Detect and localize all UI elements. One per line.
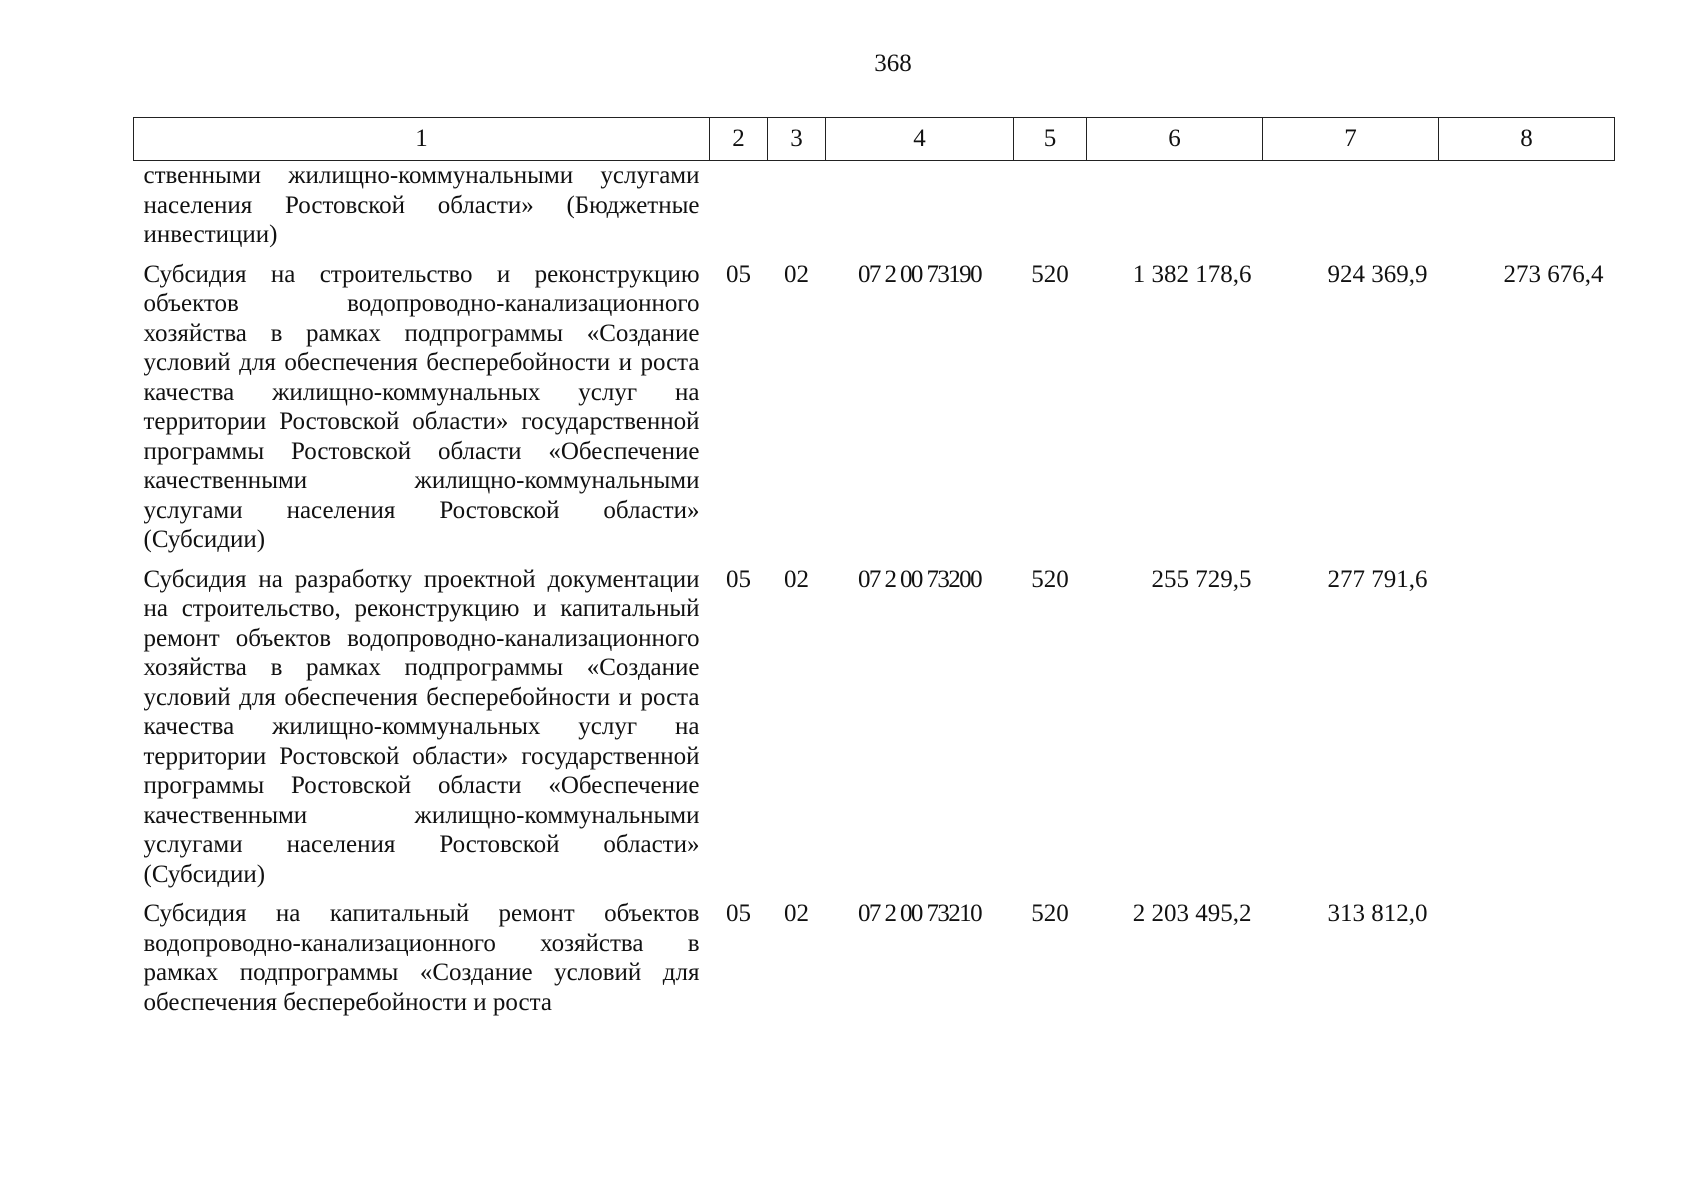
amount-col-6: 1 382 178,6 (1132, 260, 1252, 288)
table-row (134, 260, 1615, 565)
amount-col-6 (1087, 161, 1263, 260)
table-row (134, 161, 1615, 260)
column-number-row (134, 118, 1615, 161)
section-code (710, 161, 768, 260)
row-description: ственными жилищно-коммунальными услугами населения Ростовской области» (Бюджетные инвестиции) (143, 162, 700, 248)
target-article-code (826, 161, 1014, 260)
amount-col-8 (1439, 161, 1615, 260)
section-code: 05 (726, 900, 751, 927)
amount-col-7: 924 369,9 (1327, 260, 1428, 288)
expense-type-code: 520 (1031, 565, 1069, 593)
expense-type-code: 520 (1031, 900, 1069, 927)
table-row (134, 565, 1615, 900)
expense-type-code (1014, 161, 1087, 260)
target-article-code: 07 2 00 73190 (858, 260, 981, 288)
row-description: Субсидия на разработку проектной документации на строительство, реконструкцию и капитальный ремонт объектов водопроводно-канализационного хозяйства в рамках подпрограммы «Создание условий для обеспечения бесперебойности и роста качества жилищно-коммунальных услуг на территории Ростовской области» государственной программы Ростовской области «Обеспечение качественными жилищно-коммунальными услугами населения Ростовской области» (Субсидии) (143, 565, 700, 888)
column-number-2: 2 (710, 118, 768, 161)
row-description: Субсидия на строительство и реконструкцию объектов водопроводно-канализационного хозяйства в рамках подпрограммы «Создание условий для обеспечения бесперебойности и роста качества жилищно-коммунальных услуг на территории Ростовской области» государственной программы Ростовской области «Обеспечение качественными жилищно-коммунальными услугами населения Ростовской области» (Субсидии) (143, 260, 700, 553)
column-number-7: 7 (1263, 118, 1439, 161)
column-number-3: 3 (768, 118, 826, 161)
page-number: 368 (874, 50, 912, 77)
table-row (134, 899, 1615, 1017)
expense-type-code: 520 (1031, 260, 1069, 288)
row-description: Субсидия на капитальный ремонт объектов водопроводно-канализационного хозяйства в рамках подпрограммы «Создание условий для обеспечения бесперебойности и роста (143, 900, 700, 1016)
amount-col-7 (1263, 161, 1439, 260)
amount-col-6: 2 203 495,2 (1132, 900, 1252, 927)
section-code: 05 (726, 260, 751, 288)
target-article-code: 07 2 00 73200 (858, 565, 981, 593)
amount-col-7: 313 812,0 (1327, 900, 1428, 927)
column-number-5: 5 (1014, 118, 1087, 161)
subsection-code: 02 (784, 260, 809, 288)
amount-col-8 (1439, 565, 1615, 900)
column-number-1: 1 (134, 118, 710, 161)
subsection-code (768, 161, 826, 260)
subsection-code: 02 (784, 900, 809, 927)
amount-col-6: 255 729,5 (1151, 565, 1252, 593)
amount-col-8: 273 676,4 (1503, 260, 1604, 288)
column-number-6: 6 (1087, 118, 1263, 161)
amount-col-7: 277 791,6 (1327, 565, 1428, 593)
column-number-4: 4 (826, 118, 1014, 161)
subsection-code: 02 (784, 565, 809, 593)
amount-col-8 (1439, 899, 1615, 1017)
section-code: 05 (726, 565, 751, 593)
budget-table (133, 117, 1615, 1017)
column-number-8: 8 (1439, 118, 1615, 161)
target-article-code: 07 2 00 73210 (858, 900, 981, 927)
